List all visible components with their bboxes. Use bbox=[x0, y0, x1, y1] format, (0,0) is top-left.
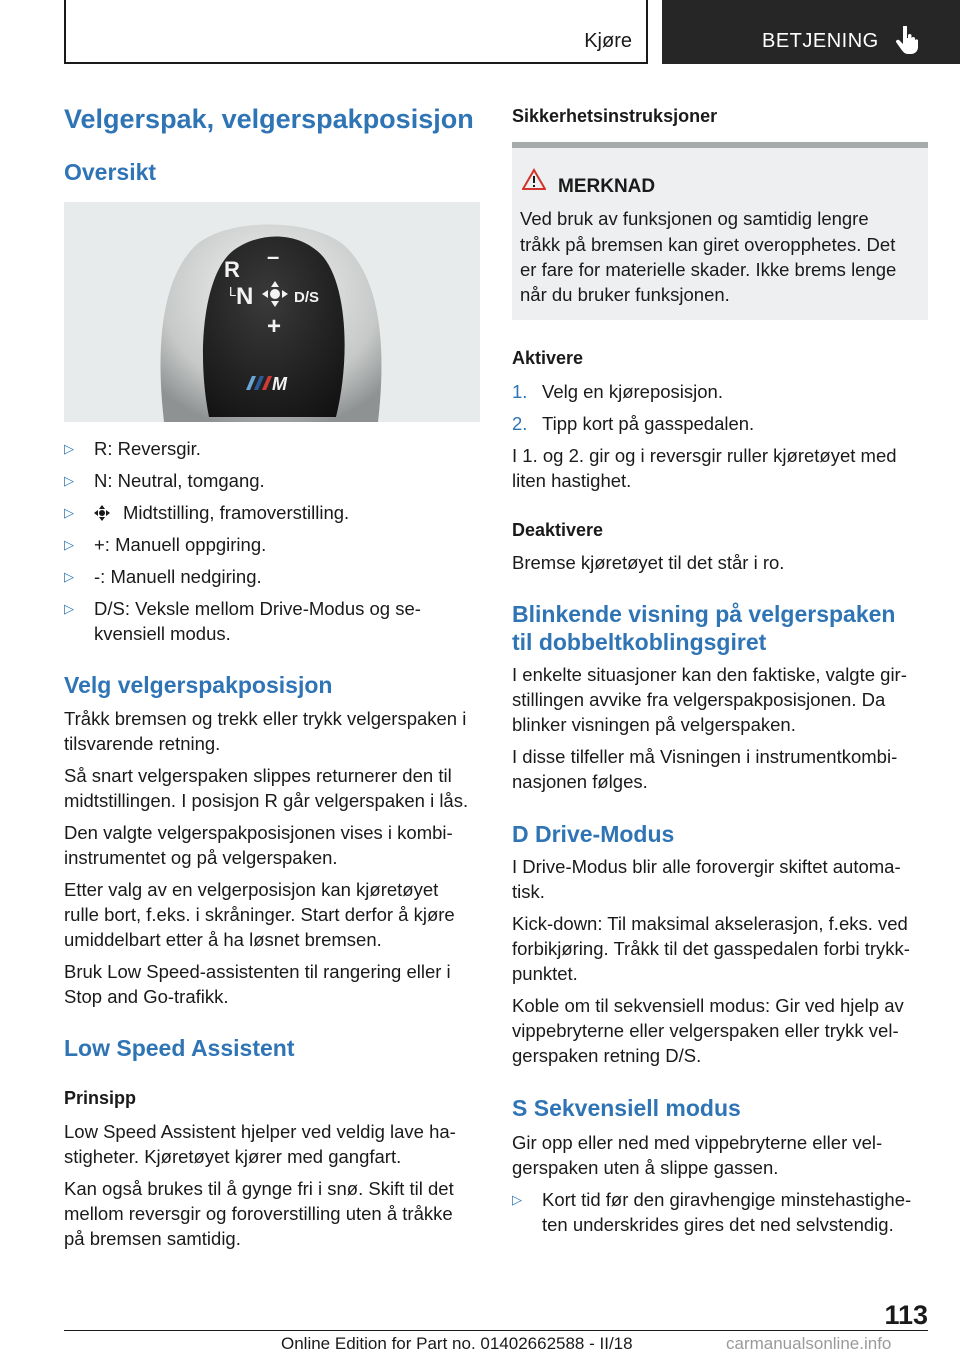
center-position-icon bbox=[94, 505, 110, 521]
heading-sekvensiell: S Sekvensiell modus bbox=[512, 1095, 741, 1121]
knob-label-minus: – bbox=[267, 244, 280, 269]
warning-icon bbox=[522, 168, 546, 190]
heading-drive-modus: D Drive-Modus bbox=[512, 821, 675, 847]
body-text: blinker visningen på velgerspaken. bbox=[512, 714, 796, 735]
knob-label-plus: + bbox=[267, 313, 282, 340]
header-chapter-tab bbox=[662, 0, 960, 64]
heading-deaktivere: Deaktivere bbox=[512, 520, 604, 540]
body-text: Så snart velgerspaken slippes returnerer den til bbox=[64, 765, 452, 786]
body-text: mellom reversgir og foroverstilling uten å tråkke bbox=[64, 1203, 453, 1224]
body-text: I enkelte situasjoner kan den faktiske, valgte gir- bbox=[512, 664, 907, 685]
gear-selector-image bbox=[64, 202, 480, 422]
body-text: I 1. og 2. gir og i reversgir ruller kjøretøyet med bbox=[512, 445, 897, 466]
heading-low-speed: Low Speed Assistent bbox=[64, 1035, 295, 1061]
page-number: 113 bbox=[884, 1300, 928, 1330]
body-text: I Drive-Modus blir alle forovergir skiftet automa- bbox=[512, 856, 901, 877]
body-text: Etter valg av en velgerposisjon kan kjøretøyet bbox=[64, 879, 439, 900]
note-box bbox=[512, 142, 928, 320]
body-text: Gir opp eller ned med vippebryterne eller vel- bbox=[512, 1132, 883, 1153]
body-text: Kan også brukes til å gynge fri i snø. Skift til det bbox=[64, 1178, 454, 1199]
edition-info: Online Edition for Part no. 01402662588 - II/18 bbox=[281, 1334, 633, 1353]
header-section-label: Kjøre bbox=[584, 30, 632, 52]
knob-label-l: L bbox=[229, 284, 237, 299]
heading-sikkerhet: Sikkerhetsinstruksjoner bbox=[512, 106, 718, 126]
heading-blinkende-cont: til dobbeltkoblingsgiret bbox=[512, 629, 767, 655]
body-text: instrumentet og på velgerspaken. bbox=[64, 847, 338, 868]
footer-divider bbox=[64, 1330, 928, 1331]
heading-velg: Velg velgerspakposisjon bbox=[64, 672, 333, 698]
pointing-hand-icon bbox=[896, 26, 918, 54]
note-title: MERKNAD bbox=[558, 176, 656, 197]
note-text: når du bruker funksjonen. bbox=[520, 284, 730, 305]
knob-label-ds: D/S bbox=[294, 289, 320, 306]
body-text: Bremse kjøretøyet til det står i ro. bbox=[512, 552, 785, 573]
body-text: Bruk Low Speed-assistenten til rangering eller i bbox=[64, 961, 451, 982]
gear-knob-illustration bbox=[64, 202, 480, 422]
heading-prinsipp: Prinsipp bbox=[64, 1088, 137, 1108]
body-text: tilsvarende retning. bbox=[64, 733, 221, 754]
body-text: nasjonen følges. bbox=[512, 771, 648, 792]
body-text: Low Speed Assistent hjelper ved veldig lave ha- bbox=[64, 1121, 456, 1142]
body-text: Kick-down: Til maksimal akselerasjon, f.eks. ved bbox=[512, 913, 908, 934]
knob-label-r: R bbox=[224, 257, 240, 282]
body-text: forbikjøring. Tråkk til det gasspedalen forbi trykk- bbox=[512, 938, 910, 959]
body-text: Den valgte velgerspakposisjonen vises i kombi- bbox=[64, 822, 453, 843]
note-text: tråkk på bremsen kan giret overopphetes. Det bbox=[520, 234, 896, 255]
heading-aktivere: Aktivere bbox=[512, 348, 584, 368]
note-text: Ved bruk av funksjonen og samtidig lengre bbox=[520, 208, 869, 229]
body-text: stillingen avvike fra velgerspakposisjonen. Da bbox=[512, 689, 886, 710]
body-text: punktet. bbox=[512, 963, 578, 984]
header-section-box bbox=[64, 0, 648, 64]
body-text: Koble om til sekvensiell modus: Gir ved hjelp av bbox=[512, 995, 904, 1016]
body-text: på bremsen samtidig. bbox=[64, 1228, 241, 1249]
watermark: carmanualsonline.info bbox=[726, 1334, 892, 1353]
body-text: liten hastighet. bbox=[512, 470, 632, 491]
svg-text:M: M bbox=[272, 374, 287, 394]
body-text: Stop and Go-trafikk. bbox=[64, 986, 229, 1007]
body-text: vippebryterne eller velgerspaken eller trykk vel- bbox=[512, 1020, 899, 1041]
body-text: Tråkk bremsen og trekk eller trykk velgerspaken i bbox=[64, 708, 467, 729]
header-chapter-label: BETJENING bbox=[762, 30, 879, 52]
heading-oversikt: Oversikt bbox=[64, 159, 157, 185]
body-text: gerspaken uten å slippe gassen. bbox=[512, 1157, 779, 1178]
note-text: er fare for materielle skader. Ikke brems lenge bbox=[520, 259, 897, 280]
page-title: Velgerspak, velgerspakposisjon bbox=[64, 104, 474, 134]
heading-blinkende: Blinkende visning på velgerspaken bbox=[512, 601, 896, 627]
body-text: stigheter. Kjøretøyet kjører med gangfart. bbox=[64, 1146, 402, 1167]
body-text: midtstillingen. I posisjon R går velgerspaken i lås. bbox=[64, 790, 469, 811]
body-text: I disse tilfeller må Visningen i instrumentkombi- bbox=[512, 746, 898, 767]
body-text: rulle bort, f.eks. i skråninger. Start derfor å kjøre bbox=[64, 904, 455, 925]
body-text: gerspaken retning D/S. bbox=[512, 1045, 702, 1066]
knob-label-n: N bbox=[236, 283, 254, 310]
body-text: tisk. bbox=[512, 881, 545, 902]
body-text: umiddelbart etter å ha løsnet bremsen. bbox=[64, 929, 382, 950]
